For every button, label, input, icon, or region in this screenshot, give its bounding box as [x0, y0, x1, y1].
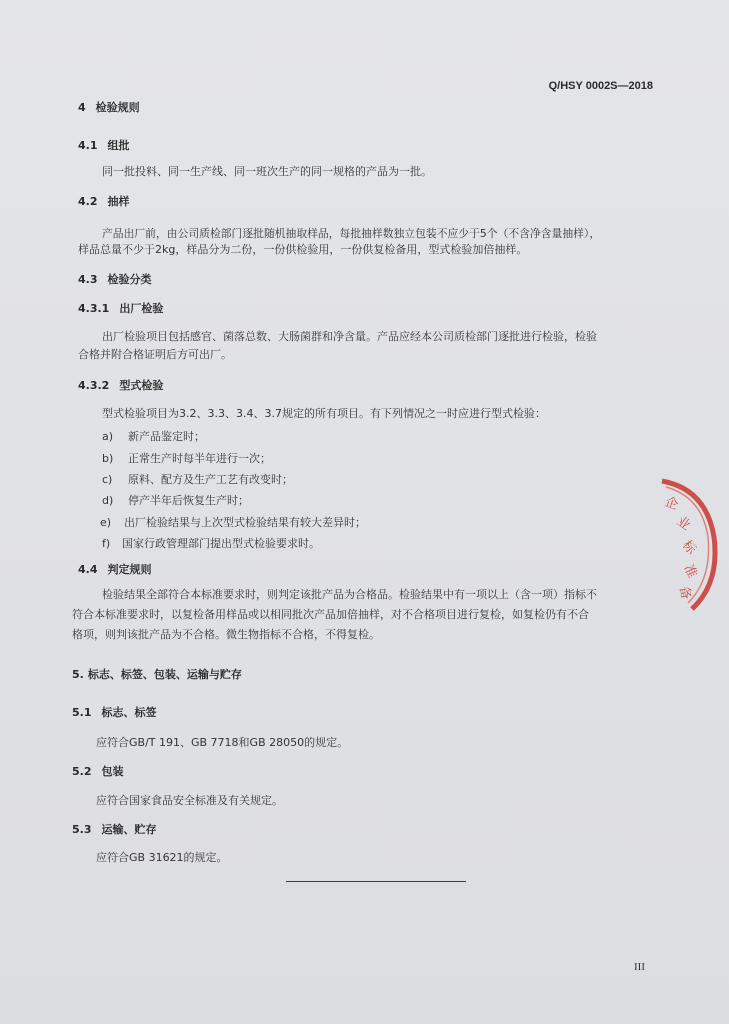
svg-text:准: 准: [680, 562, 700, 581]
list-item: a) 新产品鉴定时；: [102, 430, 205, 443]
svg-text:标: 标: [678, 537, 699, 558]
section-number: 5.2: [72, 765, 92, 778]
section-title: 出厂检验: [119, 302, 164, 315]
section-title: 运输、贮存: [101, 823, 157, 836]
svg-text:企: 企: [662, 494, 680, 514]
section-5-1-text: 应符合GB/T 191、GB 7718和GB 28050的规定。: [96, 736, 349, 749]
section-number: 4.3: [78, 273, 98, 286]
svg-text:业: 业: [673, 513, 693, 534]
section-4-1-heading: [78, 137, 130, 153]
section-number: 4.3.2: [78, 379, 110, 392]
section-title: 包装: [101, 765, 124, 778]
section-5-2-heading: [72, 763, 124, 779]
section-4-heading: [78, 99, 140, 115]
section-number: 4: [78, 101, 86, 114]
section-title: 检验规则: [95, 101, 140, 114]
section-number: 5.3: [72, 823, 92, 836]
section-4-1-text: 同一批投料、同一生产线、同一班次生产的同一规格的产品为一批。: [102, 165, 432, 178]
section-number: 5.1: [72, 706, 92, 719]
section-title: 组批: [107, 139, 130, 152]
section-4-3-2-intro: 型式检验项目为3.2、3.3、3.4、3.7规定的所有项目。有下列情况之一时应进行型式检验：: [102, 407, 546, 420]
section-4-3-1-heading: [78, 300, 163, 316]
section-4-4-line3: 格项，则判该批产品为不合格。微生物指标不合格，不得复检。: [72, 628, 380, 641]
svg-text:备: 备: [676, 585, 694, 601]
section-title: 标志、标签: [101, 706, 157, 719]
section-4-4-heading: [78, 561, 152, 577]
section-title: 抽样: [107, 195, 130, 208]
section-4-2-heading: [78, 193, 130, 209]
doc-code: Q/HSY 0002S—2018: [548, 80, 653, 92]
section-5-3-text: 应符合GB 31621的规定。: [96, 851, 228, 864]
section-number: 5.: [72, 668, 84, 681]
list-item: b) 正常生产时每半年进行一次；: [102, 452, 271, 465]
list-item: f) 国家行政管理部门提出型式检验要求时。: [102, 537, 320, 550]
section-5-2-text: 应符合国家食品安全标准及有关规定。: [96, 794, 283, 807]
section-title: 检验分类: [107, 273, 152, 286]
section-4-3-2-heading: [78, 377, 163, 393]
end-rule: [286, 881, 466, 882]
list-item: e) 出厂检验结果与上次型式检验结果有较大差异时；: [100, 516, 366, 529]
section-4-4-line2: 符合本标准要求时，以复检备用样品或以相同批次产品加倍抽样，对不合格项目进行复检，如复检仍有不合: [72, 608, 589, 621]
section-4-4-line1: 检验结果全部符合本标准要求时，则判定该批产品为合格品。检验结果中有一项以上（含一项）指标不: [102, 588, 597, 601]
section-number: 4.2: [78, 195, 98, 208]
section-4-2-line1: 产品出厂前，由公司质检部门逐批随机抽取样品，每批抽样数独立包装不应少于5个（不含净含量抽样），: [102, 227, 601, 240]
section-5-1-heading: [72, 704, 157, 720]
section-number: 4.1: [78, 139, 98, 152]
section-title: 型式检验: [119, 379, 164, 392]
section-4-2-line2: 样品总量不少于2kg，样品分为二份，一份供检验用，一份供复检备用，型式检验加倍抽样。: [78, 243, 528, 256]
section-4-3-1-line1: 出厂检验项目包括感官、菌落总数、大肠菌群和净含量。产品应经本公司质检部门逐批进行检验，检验: [102, 330, 597, 343]
section-5-heading: [72, 666, 242, 682]
section-5-3-heading: [72, 821, 157, 837]
page-number: III: [634, 961, 645, 973]
section-number: 4.4: [78, 563, 98, 576]
section-number: 4.3.1: [78, 302, 110, 315]
list-item: d) 停产半年后恢复生产时；: [102, 494, 249, 507]
red-seal-stamp: [610, 475, 729, 615]
section-title: 判定规则: [107, 563, 152, 576]
section-title: 标志、标签、包装、运输与贮存: [87, 668, 242, 681]
section-4-3-1-line2: 合格并附合格证明后方可出厂。: [78, 348, 232, 361]
section-4-3-heading: [78, 271, 152, 287]
list-item: c) 原料、配方及生产工艺有改变时；: [102, 473, 293, 486]
